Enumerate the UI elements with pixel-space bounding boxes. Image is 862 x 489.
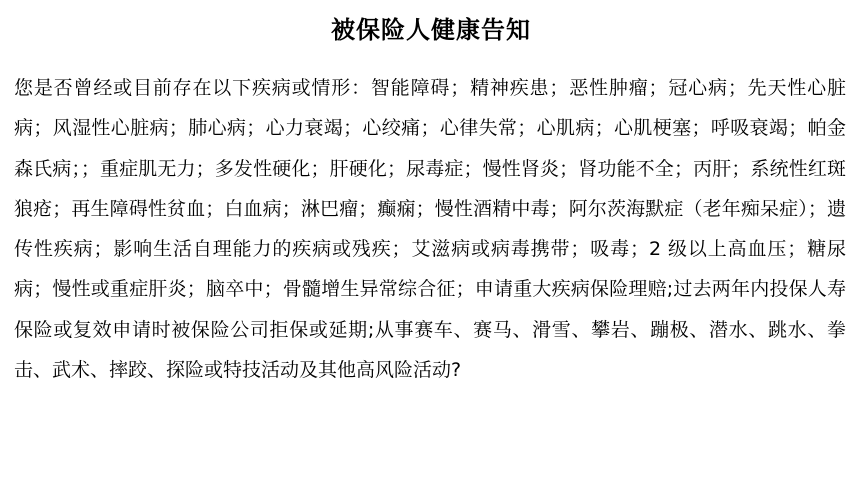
health-question-text: 您是否曾经或目前存在以下疾病或情形：智能障碍；精神疾患；恶性肿瘤；冠心病；先天性心脏病；风湿性心脏病；肺心病；心力衰竭；心绞痛；心律失常；心肌病；心肌梗塞；呼吸衰竭；帕金森氏病；；重症肌无力；多发性硬化；肝硬化；尿毒症；慢性肾炎；肾功能不全；丙肝；系统性红斑狼疮；再生障碍性贫血；白血病；淋巴瘤；癫痫；慢性酒精中毒；阿尔茨海默症（老年痴呆症）；遗传性疾病；影响生活自理能力的疾病或残疾；艾滋病或病毒携带；吸毒；2 级以上高血压；糖尿病；慢性或重症肝炎；脑卒中；骨髓增生异常综合征；申请重大疾病保险理赔;过去两年内投保人寿保险或复效申请时被保险公司拒保或延期;从事赛车、赛马、滑雪、攀岩、蹦极、潜水、跳水、拳击、武术、摔跤、探险或特技活动及其他高风险活动? (14, 77, 846, 382)
document-title: 被保险人健康告知 (331, 15, 531, 44)
